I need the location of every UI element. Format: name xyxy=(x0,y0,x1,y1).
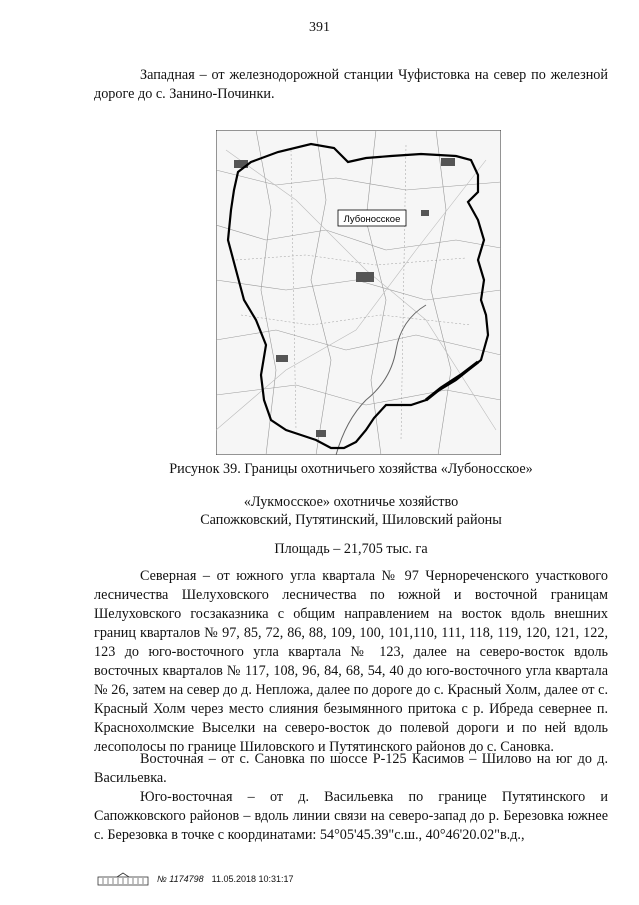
page-number: 391 xyxy=(309,20,330,35)
footer xyxy=(97,871,294,887)
north-boundary-paragraph: Северная – от южного угла квартала № 97 Чернореченского участкового лесничества Шелуховского лесничества по южной и восточной границам Шелуховского госзаказника с общим направлением на восток вдоль внешних границ кварталов № 97, 85, 72, 86, 88, 109, 100, 101,110, 111, 118, 119, 120, 121, 122, 123 до юго-восточного угла квартала № 123, далее на северо-восток вдоль восточных кварталов № 117, 108, 96, 84, 68, 54, 40 до юго-восточного угла квартала № 26, затем на север до д. Непложа, далее по дороге до с. Красный Холм, далее от с. Красный Холм через место слияния безымянного притока с р. Ибреда севернее п. Краснохолмские Выселки на северо-восток до полевой дороги и по ней вдоль лесополосы по границе Шиловского и Путятинского районов до с. Сановка. xyxy=(94,568,608,755)
figure-caption: Рисунок 39. Границы охотничьего хозяйства «Лубоносское» xyxy=(169,461,533,477)
building-stamp-icon xyxy=(97,872,149,886)
area: Площадь – 21,705 тыс. га xyxy=(274,541,428,557)
boundary-map xyxy=(216,130,501,455)
map-label: Лубоносское xyxy=(343,214,401,225)
section-title: «Лукмосское» охотничье хозяйство xyxy=(243,494,459,510)
timestamp: 11.05.2018 10:31:17 xyxy=(211,874,294,884)
doc-number: № 1174798 xyxy=(157,874,204,884)
section-subtitle: Сапожковский, Путятинский, Шиловский районы xyxy=(200,512,502,528)
southeast-boundary-paragraph: Юго-восточная – от д. Васильевка по границе Путятинского и Сапожковского районов – вдоль линии связи на северо-запад до р. Березовка южнее с. Березовка в точке с координатами: 54°05'45.39"с.ш., 40°46'20.02"в.д., xyxy=(94,789,608,843)
intro-paragraph: Западная – от железнодорожной станции Чуфистовка на север по железной дороге до с. Занино-Починки. xyxy=(94,67,608,102)
map-image xyxy=(216,130,501,455)
east-boundary-paragraph: Восточная – от с. Сановка по шоссе Р-125 Касимов – Шилово на юг до д. Васильевка. xyxy=(94,751,608,786)
